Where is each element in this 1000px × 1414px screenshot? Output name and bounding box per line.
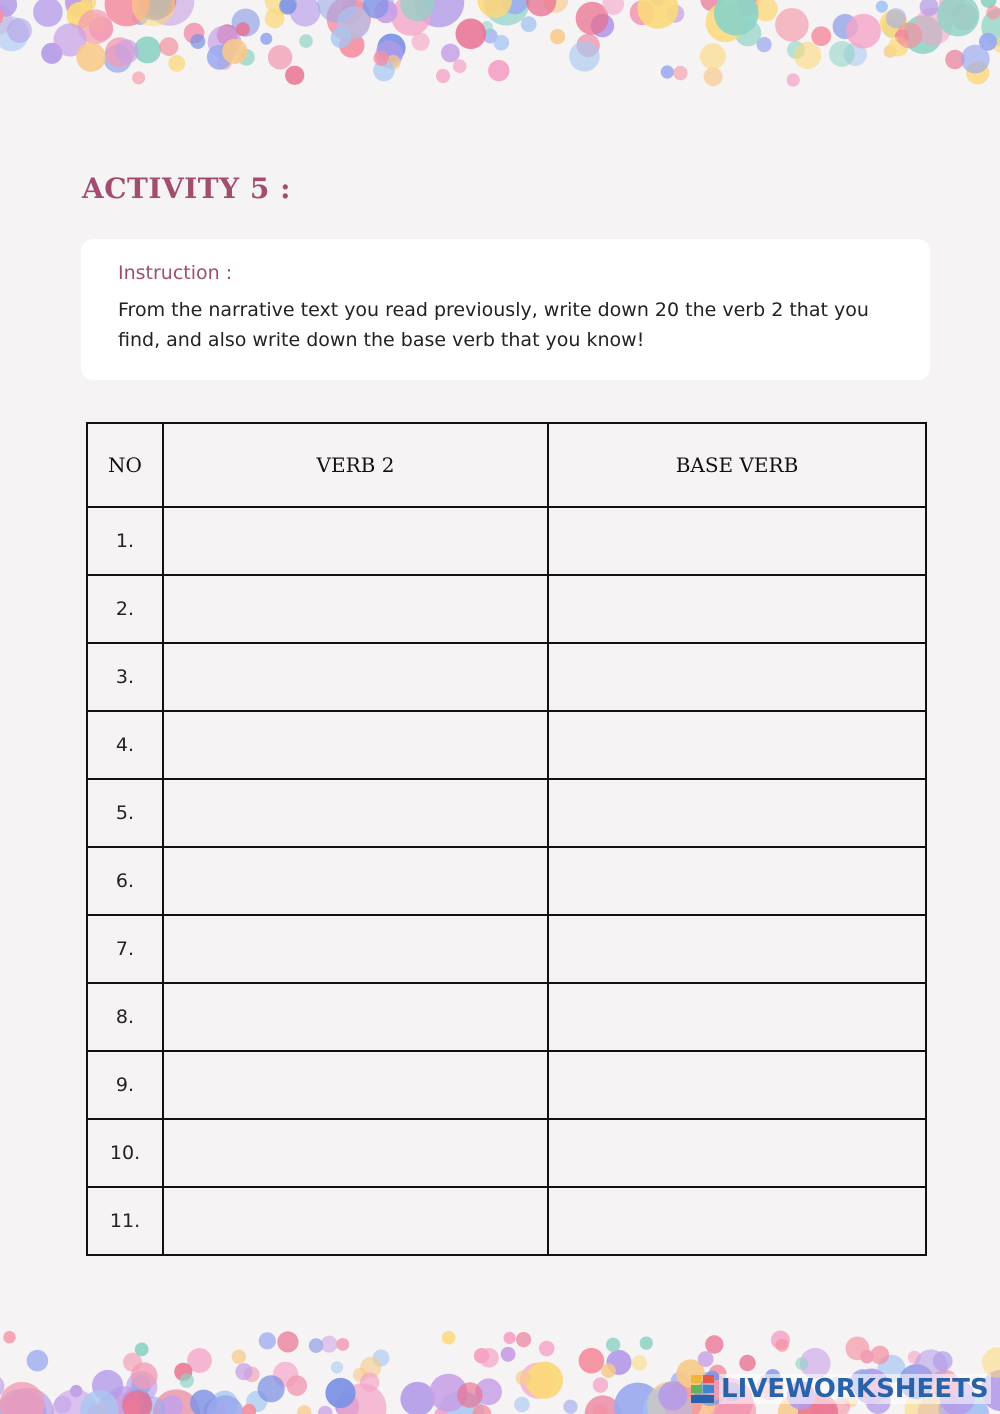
decorative-dot (811, 26, 831, 46)
decorative-dot (521, 16, 537, 32)
decorative-dot (287, 1375, 308, 1396)
decorative-dot (896, 23, 922, 49)
decorative-dot (705, 1335, 723, 1353)
decorative-dot (569, 41, 600, 72)
row-number: 11. (87, 1187, 163, 1255)
row-number: 2. (87, 575, 163, 643)
decorative-dot (325, 1378, 355, 1408)
base-verb-answer-cell[interactable] (548, 507, 926, 575)
decorative-dot (299, 34, 313, 48)
decorative-dot (632, 1355, 647, 1370)
top-dots-border (0, 0, 1000, 90)
verb2-answer-cell[interactable] (163, 779, 548, 847)
decorative-dot (526, 1362, 563, 1399)
decorative-dot (400, 1382, 434, 1414)
decorative-dot (860, 1350, 874, 1364)
row-number: 7. (87, 915, 163, 983)
decorative-dot (168, 55, 185, 72)
table-row (87, 575, 926, 643)
decorative-dot (268, 45, 292, 69)
decorative-dot (222, 39, 247, 64)
decorative-dot (190, 34, 205, 49)
decorative-dot (180, 1373, 194, 1387)
table-row (87, 1119, 926, 1187)
base-verb-answer-cell[interactable] (548, 643, 926, 711)
decorative-dot (236, 22, 250, 36)
decorative-dot (658, 1381, 687, 1410)
decorative-dot (7, 18, 32, 43)
decorative-dot (331, 1361, 343, 1373)
liveworksheets-wordmark: LIVEWORKSHEETS (721, 1374, 989, 1404)
decorative-dot (277, 1331, 298, 1352)
verb2-answer-cell[interactable] (163, 575, 548, 643)
verb2-answer-cell[interactable] (163, 1051, 548, 1119)
verb2-answer-cell[interactable] (163, 983, 548, 1051)
decorative-dot (986, 6, 1000, 20)
verb2-answer-cell[interactable] (163, 711, 548, 779)
decorative-dot (321, 1336, 338, 1353)
base-verb-answer-cell[interactable] (548, 575, 926, 643)
decorative-dot (516, 1370, 531, 1385)
decorative-dot (775, 8, 809, 42)
decorative-dot (700, 43, 726, 69)
decorative-dot (331, 27, 352, 48)
verb2-answer-cell[interactable] (163, 507, 548, 575)
decorative-dot (412, 33, 430, 51)
decorative-dot (640, 1337, 653, 1350)
base-verb-answer-cell[interactable] (548, 983, 926, 1051)
decorative-dot (3, 1331, 15, 1343)
decorative-dot (235, 1363, 252, 1380)
row-number: 8. (87, 983, 163, 1051)
decorative-dot (0, 1382, 45, 1414)
decorative-dot (776, 1339, 789, 1352)
decorative-dot (661, 65, 674, 78)
decorative-dot (453, 59, 467, 73)
header-base-verb: BASE VERB (548, 423, 926, 507)
decorative-dot (514, 1397, 530, 1413)
decorative-dot (260, 33, 272, 45)
instruction-card (81, 239, 930, 380)
decorative-dot (539, 1341, 555, 1357)
decorative-dot (456, 19, 487, 50)
dots-border-top-graphic (0, 0, 1000, 90)
decorative-dot (232, 1350, 246, 1364)
decorative-dot (698, 1351, 714, 1367)
row-number: 4. (87, 711, 163, 779)
decorative-dot (846, 14, 881, 49)
base-verb-answer-cell[interactable] (548, 1119, 926, 1187)
decorative-dot (258, 1375, 285, 1402)
decorative-dot (787, 73, 800, 86)
row-number: 3. (87, 643, 163, 711)
verb2-answer-cell[interactable] (163, 915, 548, 983)
decorative-dot (33, 0, 63, 27)
decorative-dot (601, 1363, 616, 1378)
decorative-dot (76, 42, 105, 71)
decorative-dot (794, 42, 821, 69)
base-verb-answer-cell[interactable] (548, 711, 926, 779)
liveworksheets-logo-icon (691, 1375, 715, 1403)
instruction-text: From the narrative text you read previously, write down 20 the verb 2 that you find, and also write down the base verb that you know! (118, 299, 869, 351)
decorative-dot (606, 1338, 620, 1352)
header-no: NO (87, 423, 163, 507)
decorative-dot (501, 1347, 516, 1362)
decorative-dot (488, 60, 509, 81)
activity-title: ACTIVITY 5 : (82, 172, 291, 205)
decorative-dot (374, 51, 389, 66)
decorative-dot (579, 1348, 605, 1374)
decorative-dot (436, 69, 450, 83)
base-verb-answer-cell[interactable] (548, 1051, 926, 1119)
decorative-dot (494, 35, 510, 51)
decorative-dot (441, 44, 460, 63)
decorative-dot (135, 1343, 149, 1357)
decorative-dot (318, 1406, 333, 1414)
base-verb-answer-cell[interactable] (548, 847, 926, 915)
decorative-dot (115, 39, 139, 63)
decorative-dot (336, 1338, 349, 1351)
table-row (87, 983, 926, 1051)
verb2-answer-cell[interactable] (163, 847, 548, 915)
liveworksheets-brand[interactable] (691, 1373, 991, 1405)
instruction-label: Instruction : (118, 262, 233, 284)
base-verb-answer-cell[interactable] (548, 779, 926, 847)
decorative-dot (442, 1331, 456, 1345)
verb2-answer-cell[interactable] (163, 1119, 548, 1187)
decorative-dot (504, 1332, 516, 1344)
decorative-dot (829, 41, 855, 67)
header-verb2: VERB 2 (163, 423, 548, 507)
row-number: 5. (87, 779, 163, 847)
decorative-dot (131, 1362, 158, 1389)
decorative-dot (27, 1350, 49, 1372)
base-verb-answer-cell[interactable] (548, 1187, 926, 1255)
decorative-dot (876, 1, 888, 13)
row-number: 6. (87, 847, 163, 915)
base-verb-answer-cell[interactable] (548, 915, 926, 983)
decorative-dot (593, 1377, 608, 1392)
row-number: 1. (87, 507, 163, 575)
decorative-dot (516, 1332, 531, 1347)
decorative-dot (979, 33, 997, 51)
table-row (87, 915, 926, 983)
verb2-answer-cell[interactable] (163, 1187, 548, 1255)
decorative-dot (673, 66, 687, 80)
decorative-dot (297, 1405, 311, 1414)
decorative-dot (563, 1400, 577, 1414)
verb2-answer-cell[interactable] (163, 643, 548, 711)
table-row (87, 1187, 926, 1255)
table-row (87, 643, 926, 711)
row-number: 10. (87, 1119, 163, 1187)
table-row (87, 779, 926, 847)
decorative-dot (479, 1348, 499, 1368)
table-row (87, 847, 926, 915)
table-row (87, 507, 926, 575)
row-number: 9. (87, 1051, 163, 1119)
table-row (87, 711, 926, 779)
decorative-dot (795, 1357, 808, 1370)
decorative-dot (160, 37, 179, 56)
decorative-dot (704, 67, 723, 86)
decorative-dot (526, 0, 556, 16)
decorative-dot (132, 71, 145, 84)
decorative-dot (457, 1382, 483, 1408)
table-header-row (87, 423, 926, 507)
decorative-dot (550, 29, 565, 44)
decorative-dot (285, 66, 304, 85)
decorative-dot (259, 1332, 276, 1349)
table-row (87, 1051, 926, 1119)
decorative-dot (360, 1373, 379, 1392)
verb-table (86, 422, 927, 1256)
decorative-dot (739, 1355, 755, 1371)
